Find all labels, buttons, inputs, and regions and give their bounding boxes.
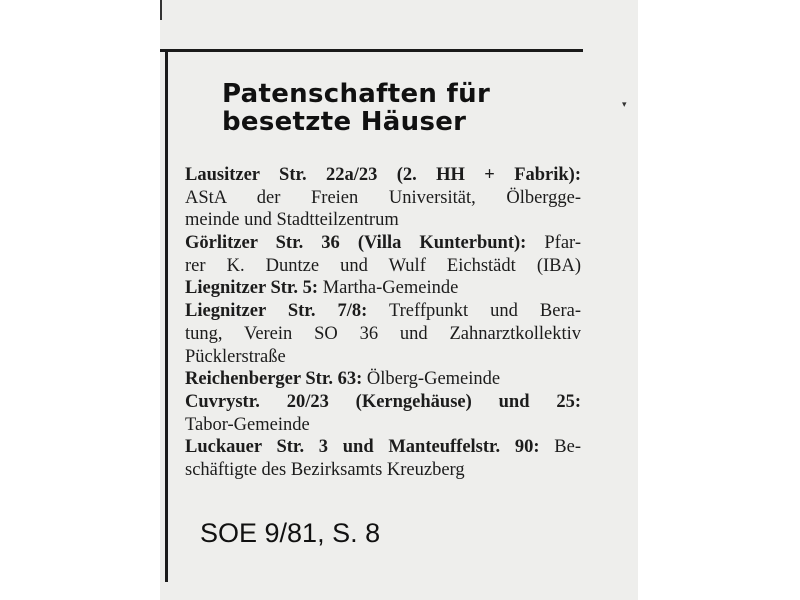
sponsor-text: meinde und Stadtteilzentrum [185, 210, 399, 231]
headline [222, 80, 490, 136]
sponsor-text: rer K. Duntze und Wulf Eichstädt (IBA) [185, 255, 581, 276]
address-label: Lausitzer Str. 22a/23 (2. HH + Fabrik): [185, 165, 581, 185]
page-edge-mark [160, 0, 162, 20]
sponsor-text: Ölberg-Gemeinde [362, 369, 501, 390]
text-line [185, 209, 581, 232]
text-line [185, 277, 581, 300]
vertical-rule [165, 50, 168, 582]
text-line [185, 232, 581, 255]
address-label: Görlitzer Str. 36 (Villa Kunterbunt): [185, 233, 527, 254]
sponsor-text: Treffpunkt und Bera- [367, 301, 581, 322]
sponsor-text: Be- [539, 437, 581, 458]
text-line [185, 391, 581, 414]
scan-speck: ▾ [622, 100, 627, 110]
sponsorship-list [185, 164, 581, 482]
text-line [185, 368, 581, 391]
text-line [185, 300, 581, 323]
address-label: Liegnitzer Str. 5: [185, 278, 319, 299]
sponsor-text: tung, Verein SO 36 und Zahnarztkollektiv [185, 323, 581, 344]
sponsor-text: schäftigte des Bezirksamts Kreuzberg [185, 460, 465, 481]
text-line [185, 346, 581, 369]
text-line [185, 187, 581, 210]
sponsor-text: Pfar- [526, 233, 581, 254]
sponsor-text: Martha-Gemeinde [318, 278, 459, 299]
sponsor-text: Pücklerstraße [185, 346, 286, 367]
address-label: Reichenberger Str. 63: [185, 369, 363, 390]
text-line [185, 414, 581, 437]
address-label: Liegnitzer Str. 7/8: [185, 301, 368, 322]
address-label: Luckauer Str. 3 und Manteuffelstr. 90: [185, 437, 540, 458]
sponsor-text: Tabor-Gemeinde [185, 414, 310, 435]
horizontal-rule [160, 49, 583, 52]
address-label: Cuvrystr. 20/23 (Kerngehäuse) und 25: [185, 391, 581, 412]
source-citation: SOE 9/81, S. 8 [200, 518, 381, 548]
text-line [185, 459, 581, 482]
headline-line-1: Patenschaften für [222, 79, 491, 109]
text-line [185, 436, 581, 459]
text-line [185, 255, 581, 278]
text-line [185, 164, 581, 187]
sponsor-text: AStA der Freien Universität, Ölbergge- [185, 187, 581, 208]
headline-line-2: besetzte Häuser [222, 107, 467, 137]
text-line [185, 323, 581, 346]
